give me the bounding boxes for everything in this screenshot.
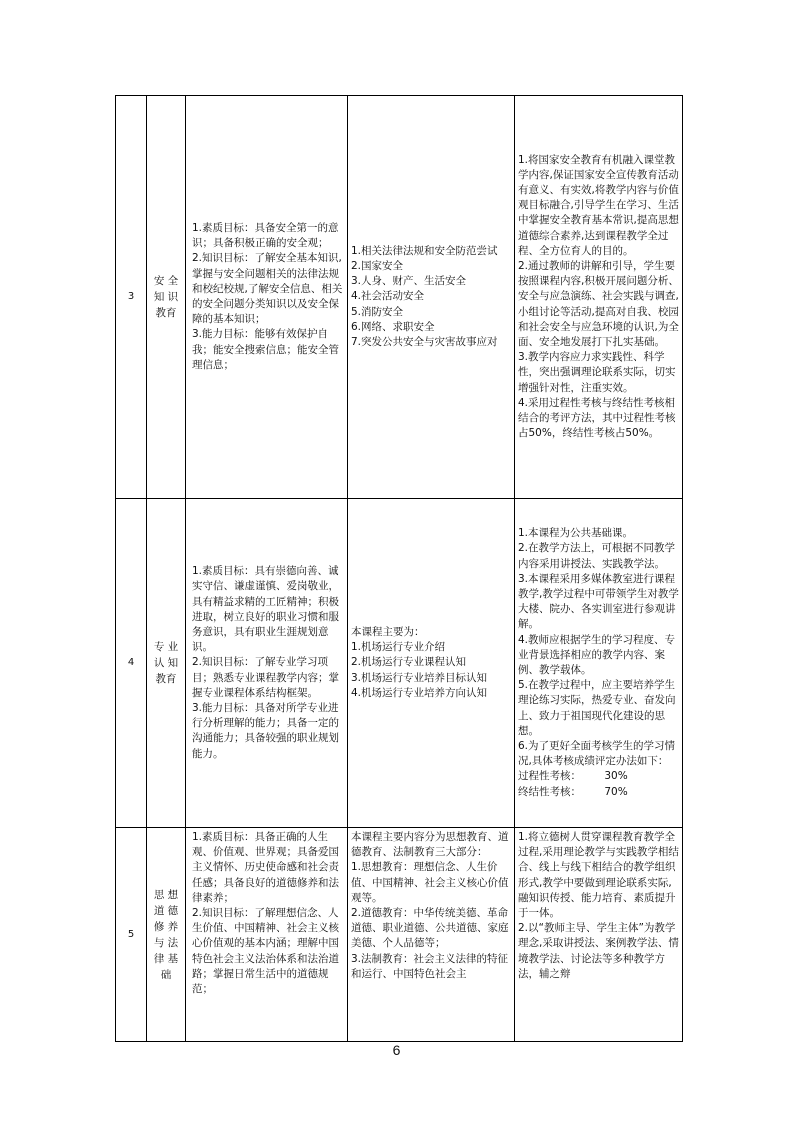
assessment-label: 过程性考核：	[518, 770, 581, 783]
goal-item: 1.素质目标：具备安全第一的意识；具备积极正确的安全观；	[192, 221, 339, 250]
goal-item: 3.能力目标：具备对所学专业进行分析理解的能力；具备一定的沟通能力；具备较强的职业规划能力。	[192, 702, 339, 760]
table-row	[116, 828, 683, 1042]
goal-item: 2.知识目标：了解安全基本知识,掌握与安全问题相关的法律法规和校纪校规,了解安全信息、相关的安全问题分类知识以及安全保障的基本知识；	[192, 252, 343, 326]
content-item: 1.相关法律法规和安全防范尝试	[351, 244, 498, 257]
assessment-item	[518, 785, 679, 800]
method-item: 1.将国家安全教育有机融入课堂教学内容,保证国家安全宣传教育活动有意义、有实效,将教学内容与价值观目标融合,引导学生在学习、生活中掌握安全教育基本常识,提高思想道德综合素养,达到课程教学全过程、全方位育人的目的。	[518, 153, 679, 257]
method-item: 1.本课程为公共基础课。	[518, 527, 634, 540]
course-name: 安 全 知 识 教育	[147, 96, 186, 499]
course-goals	[186, 499, 348, 828]
course-name: 思 想 道 德 修 养 与 法 律 基 础	[147, 828, 186, 1042]
content-item: 3.法制教育：社会主义法律的特征和运行、中国特色社会主	[351, 952, 509, 980]
content-item: 7.突发公共安全与灾害故事应对	[351, 336, 498, 348]
content-item: 4.社会活动安全	[351, 290, 425, 303]
teaching-methods	[515, 499, 683, 828]
assessment-item	[518, 769, 679, 784]
goal-item: 1.素质目标：具备正确的人生观、价值观、世界观；具备爱国主义情怀、历史使命感和社会责任感；具备良好的道德修养和法律素养；	[192, 831, 339, 904]
content-intro: 本课程主要内容分为思想教育、道德教育、法制教育三大部分：	[351, 831, 509, 859]
content-item: 2.道德教育：中华传统美德、革命道德、职业道德、公共道德、家庭美德、个人品德等；	[351, 907, 509, 950]
method-item: 4.采用过程性考核与终结性考核相结合的考评方法，其中过程性考核占50%，终结性考核占50%。	[518, 396, 676, 440]
curriculum-table-container	[115, 95, 682, 1042]
method-item: 2.在教学方法上，可根据不同教学内容采用讲授法、实践教学法。	[518, 542, 676, 570]
table-row	[116, 499, 683, 828]
course-content	[348, 499, 515, 828]
teaching-methods	[515, 96, 683, 499]
curriculum-table	[115, 95, 683, 1042]
assessment-value: 30%	[604, 770, 628, 783]
goal-item: 3.能力目标：能够有效保护自我；能安全搜索信息；能安全管理信息；	[192, 328, 339, 371]
goal-item: 1.素质目标：具有崇德向善、诚实守信、谦虚谨慎、爱岗敬业，具有精益求精的工匠精神；积极进取，树立良好的职业习惯和服务意识，具有职业生涯规划意识。	[192, 565, 339, 654]
course-content	[348, 828, 515, 1042]
content-item: 4.机场运行专业培养方向认知	[351, 686, 488, 699]
method-item: 4.教师应根据学生的学习程度、专业背景选择相应的教学内容、案例、教学载体。	[518, 633, 676, 676]
content-item: 1.机场运行专业介绍	[351, 641, 446, 654]
method-item: 1.将立德树人贯穿课程教育教学全过程,采用理论教学与实践教学相结合、线上与线下相结合的教学组织形式,教学中要做到理论联系实际,融知识传授、能力培育、素质提升于一体。	[518, 831, 679, 920]
content-item: 5.消防安全	[351, 305, 404, 318]
method-item: 2.通过教师的讲解和引导，学生要按照课程内容,积极开展问题分析、安全与应急演练、社会实践与调查,小组讨论等活动,提高对自我、校园和社会安全与应急环境的认识,为全面、安全地发展打下扎实基础。	[518, 259, 679, 348]
course-goals	[186, 828, 348, 1042]
course-name: 专 业 认 知 教育	[147, 499, 186, 828]
method-item: 2.以“教师主导、学生主体”为教学理念,采取讲授法、案例教学法、情境教学法、讨论法等多种教学方法，辅之辩	[518, 922, 679, 980]
content-item: 3.人身、财产、生活安全	[351, 275, 467, 288]
course-goals	[186, 96, 348, 499]
method-item: 3.教学内容应力求实践性、科学性，突出强调理论联系实际，切实增强针对性，注重实效。	[518, 351, 676, 394]
assessment-value: 70%	[604, 785, 628, 798]
page-number: 6	[392, 1042, 401, 1058]
teaching-methods	[515, 828, 683, 1042]
goal-item: 2.知识目标：了解专业学习项目；熟悉专业课程教学内容；掌握专业课程体系结构框架。	[192, 656, 339, 699]
method-item: 6.为了更好全面考核学生的学习情况,具体考核成绩评定办法如下：	[518, 740, 676, 768]
goal-item: 2.知识目标：了解理想信念、人生价值、中国精神、社会主义核心价值观的基本内涵；理解中国特色社会主义法治体系和法治道路；掌握日常生活中的道德规范；	[192, 907, 339, 996]
content-item: 6.网络、求职安全	[351, 320, 435, 333]
method-item: 3.本课程采用多媒体教室进行课程教学,教学过程中可带领学生对教学大楼、院办、各实训室进行参观讲解。	[518, 572, 679, 631]
assessment-label: 终结性考核：	[518, 785, 581, 798]
row-number: 4	[116, 499, 147, 828]
table-row	[116, 96, 683, 499]
course-content	[348, 96, 515, 499]
content-item: 1.思想教育：理想信念、人生价值、中国精神、社会主义核心价值观等。	[351, 861, 509, 904]
method-item: 5.在教学过程中，应主要培养学生理论练习实际，热爱专业、奋发向上、致力于祖国现代化建设的思想。	[518, 679, 676, 737]
content-item: 3.机场运行专业培养目标认知	[351, 671, 488, 684]
row-number: 5	[116, 828, 147, 1042]
content-intro: 本课程主要为：	[351, 625, 425, 638]
row-number: 3	[116, 96, 147, 499]
content-item: 2.机场运行专业课程认知	[351, 656, 467, 669]
content-item: 2.国家安全	[351, 259, 404, 272]
